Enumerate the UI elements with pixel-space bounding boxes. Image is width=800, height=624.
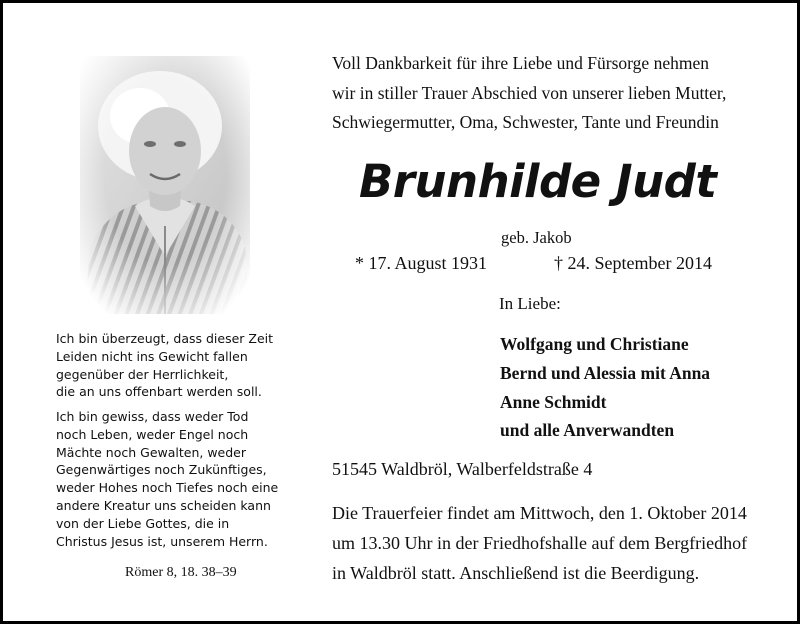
verse-line: noch Leben, weder Engel noch (56, 426, 249, 442)
portrait-photo (80, 56, 250, 314)
verse-line: Mächte noch Gewalten, weder (56, 444, 247, 460)
intro-line: Schwiegermutter, Oma, Schwester, Tante und Freundin (332, 112, 719, 132)
verse-line: andere Kreatur uns scheiden kann (56, 497, 271, 513)
verse-line: Gegenwärtiges noch Zukünftiges, (56, 462, 267, 478)
ceremony-line: Die Trauerfeier findet am Mittwoch, den 1. Oktober 2014 (332, 503, 747, 523)
birth-date: * 17. August 1931 (355, 253, 488, 273)
mourners-intro: In Liebe: (499, 294, 561, 313)
death-date: † 24. September 2014 (554, 253, 712, 273)
mourner-name: Anne Schmidt (500, 391, 607, 412)
verse-line: Christus Jesus ist, unserem Herrn. (56, 533, 268, 549)
ceremony-info (332, 498, 747, 588)
intro-line: wir in stiller Trauer Abschied von unserer lieben Mutter, (332, 82, 727, 103)
verse-reference: Römer 8, 18. 38–39 (125, 565, 237, 580)
intro-text (332, 49, 752, 138)
verse-line: gegenüber der Herrlichkeit, (56, 366, 229, 382)
verse-line: Ich bin überzeugt, dass dieser Zeit (56, 331, 274, 346)
verse-line: von der Liebe Gottes, die in (56, 515, 230, 531)
verse-line: Leiden nicht ins Gewicht fallen (56, 348, 248, 364)
ceremony-line: in Waldbröl statt. Anschließend ist die Beerdigung. (332, 563, 700, 583)
verse-line: weder Hohes noch Tiefes noch eine (56, 480, 279, 496)
ceremony-line: um 13.30 Uhr in der Friedhofshalle auf dem Bergfriedhof (332, 533, 748, 553)
verse-paragraph-1 (56, 330, 273, 401)
intro-line: Voll Dankbarkeit für ihre Liebe und Fürsorge nehmen (332, 53, 709, 73)
verse-line: die an uns offenbart werden soll. (56, 384, 262, 400)
verse-line: Ich bin gewiss, dass weder Tod (56, 409, 249, 424)
mourners-list (500, 330, 710, 445)
mourner-name: Wolfgang und Christiane (500, 334, 689, 354)
deceased-name: Brunhilde Judt (359, 155, 717, 208)
mourner-name: Bernd und Alessia mit Anna (500, 362, 711, 383)
maiden-name: geb. Jakob (501, 228, 572, 247)
address: 51545 Waldbröl, Walberfeldstraße 4 (332, 459, 593, 479)
verse-paragraph-2 (56, 408, 278, 550)
mourner-name: und alle Anverwandten (500, 420, 675, 441)
